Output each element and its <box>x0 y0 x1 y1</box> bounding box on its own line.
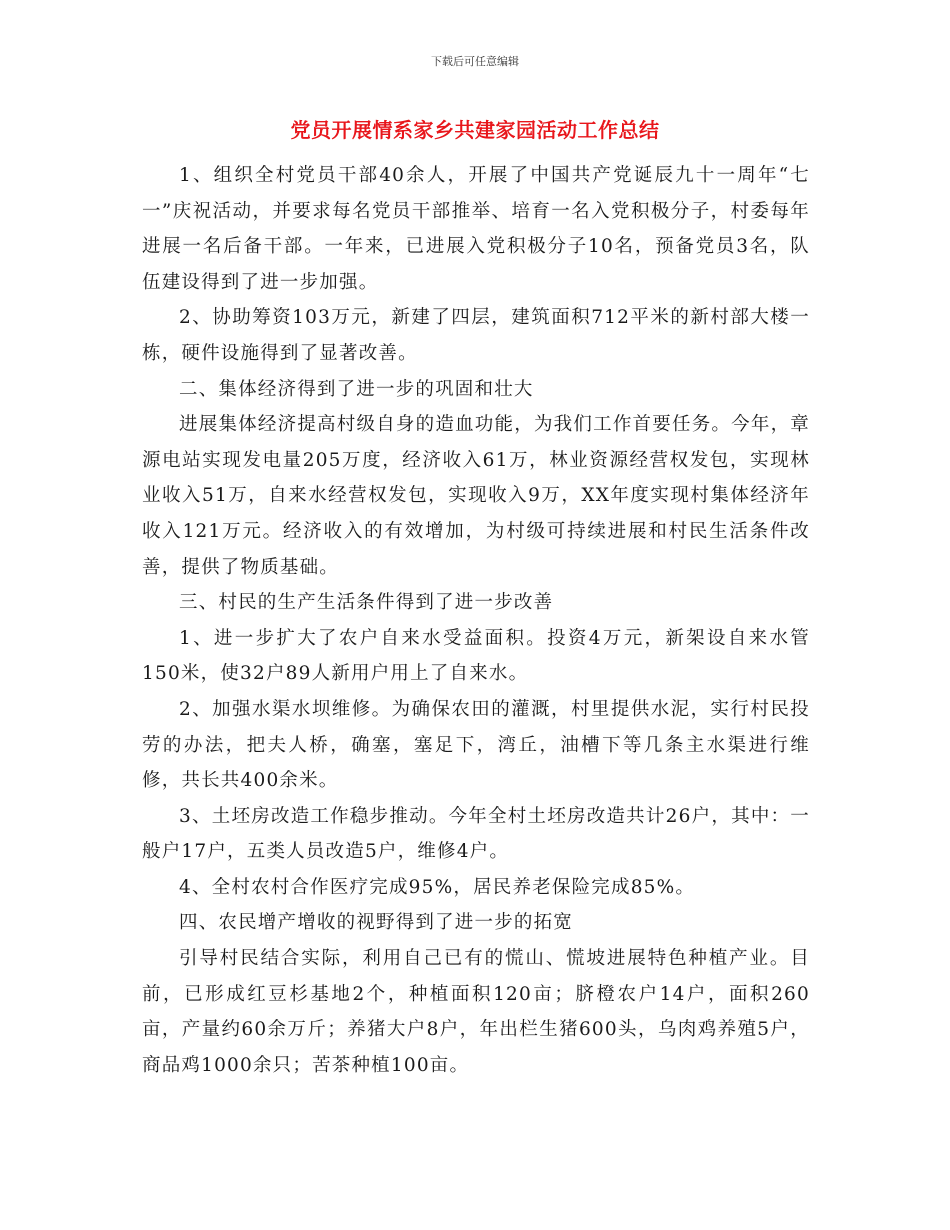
paragraph: 1、组织全村党员干部40余人，开展了中国共产党诞辰九十一周年“七一”庆祝活动，并要求每名党员干部推举、培育一名入党积极分子，村委每年进展一名后备干部。一年来，已进展入党积极分子10名，预备党员3名，队伍建设得到了进一步加强。 <box>142 165 810 293</box>
section-heading: 四、农民增产增收的视野得到了进一步的拓宽 <box>179 912 574 934</box>
paragraph: 2、加强水渠水坝维修。为确保农田的灌溉，村里提供水泥，实行村民投劳的办法，把夫人桥，确塞，塞足下，湾丘，油槽下等几条主水渠进行维修，共长共400余米。 <box>142 698 810 792</box>
paragraph: 引导村民结合实际，利用自己已有的慌山、慌坡进展特色种植产业。目前，已形成红豆杉基地2个，种植面积120亩；脐橙农户14户，面积260亩，产量约60余万斤；养猪大户8户，年出栏生猪600头，乌肉鸡养殖5户，商品鸡1000余只；苦茶种植100亩。 <box>142 948 810 1076</box>
paragraph: 3、土坯房改造工作稳步推动。今年全村土坯房改造共计26户，其中：一般户17户，五类人员改造5户，维修4户。 <box>142 805 810 863</box>
section-heading: 二、集体经济得到了进一步的巩固和壮大 <box>179 378 534 400</box>
document-body <box>142 158 810 1083</box>
page-header-note: 下载后可任意编辑 <box>431 55 519 68</box>
paragraph: 2、协助筹资103万元，新建了四层，建筑面积712平米的新村部大楼一栋，硬件设施得到了显著改善。 <box>142 307 810 364</box>
paragraph: 1、进一步扩大了农户自来水受益面积。投资4万元，新架设自来水管150米，使32户89人新用户用上了自来水。 <box>142 627 810 685</box>
paragraph: 4、全村农村合作医疗完成95%，居民养老保险完成85%。 <box>179 876 696 898</box>
document-title: 党员开展情系家乡共建家园活动工作总结 <box>290 118 660 142</box>
paragraph: 进展集体经济提高村级自身的造血功能，为我们工作首要任务。今年，章源电站实现发电量205万度，经济收入61万，林业资源经营权发包，实现林业收入51万，自来水经营权发包，实现收入9万，XX年度实现村集体经济年收入121万元。经济收入的有效增加，为村级可持续进展和村民生活条件改善，提供了物质基础。 <box>142 414 810 578</box>
section-heading: 三、村民的生产生活条件得到了进一步改善 <box>179 592 554 614</box>
